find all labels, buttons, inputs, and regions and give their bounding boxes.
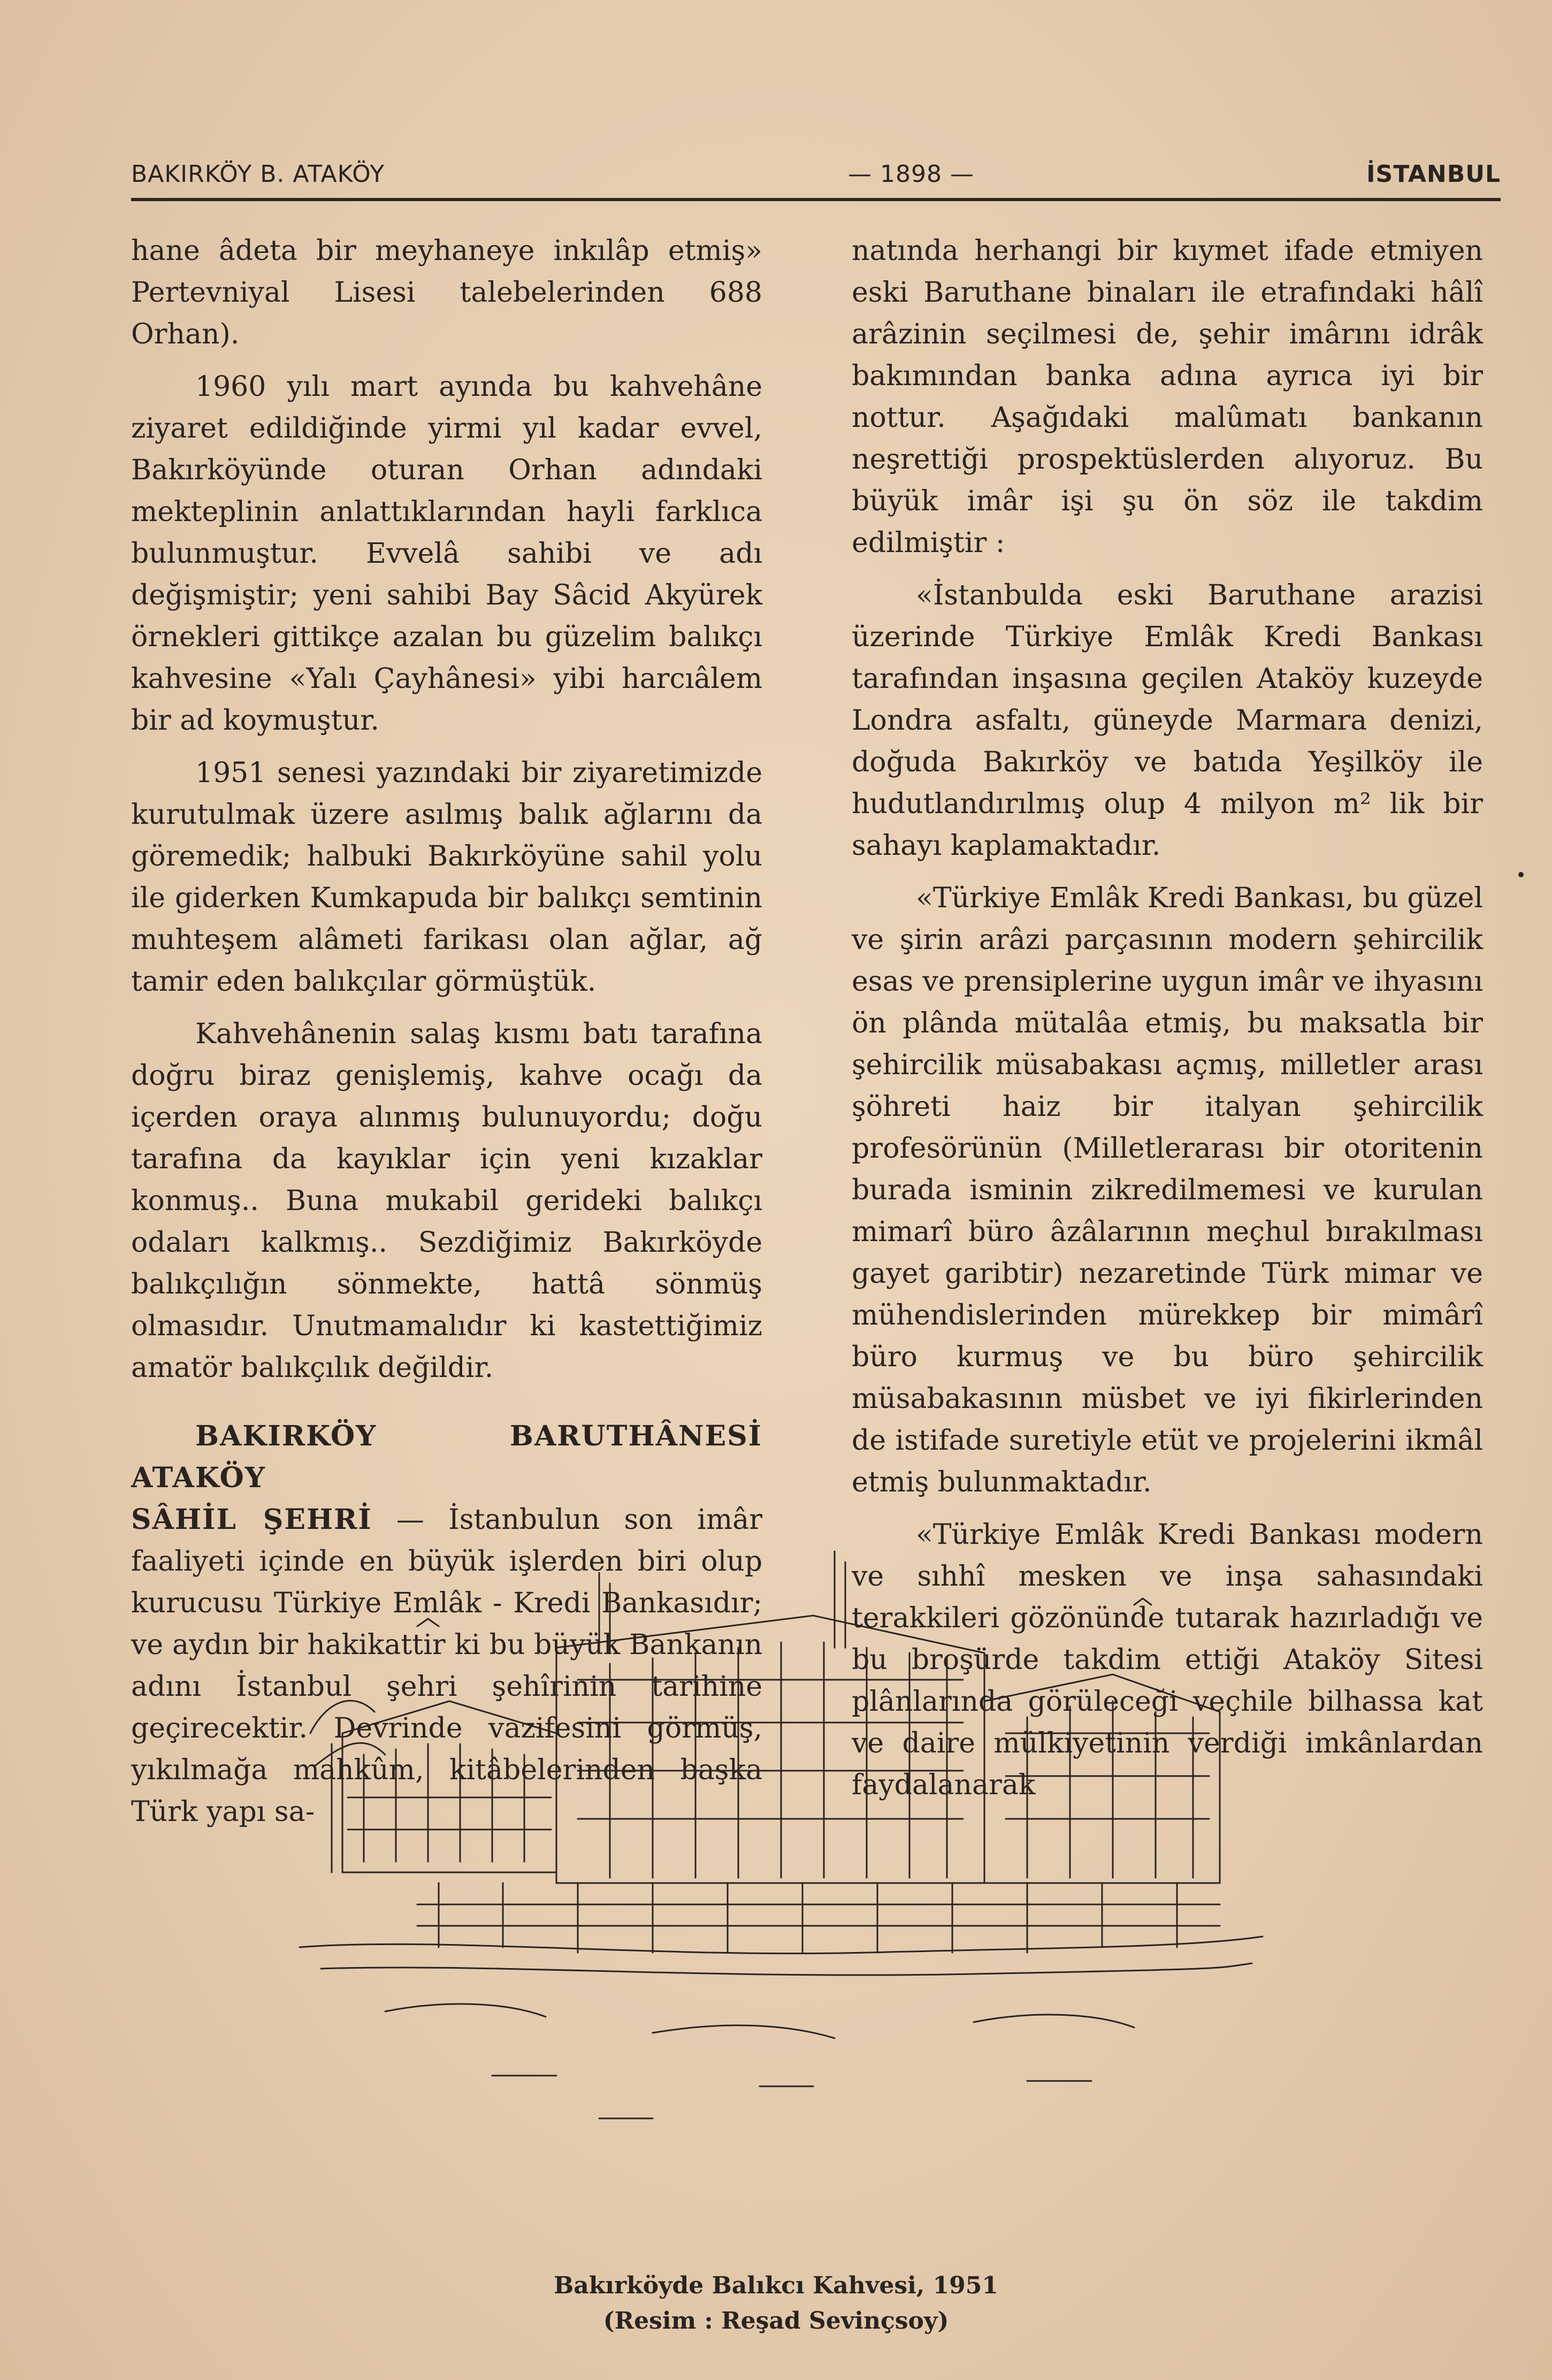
paragraph: «Türkiye Emlâk Kredi Bankası modern ve sıhhî mesken ve inşa sahasındaki terakkileri gözönünde tutarak hazırladığı ve bu broşürde takdim ettiği Ataköy Sitesi plânlarında görüleceği veçhile bilhassa kat ve daire mülkiyetinin verdiği imkânlardan faydalanarak (852, 1519, 1483, 1801)
caption-title: Bakırköyde Balıkcı Kahvesi, 1951 (554, 2272, 998, 2299)
paragraph: «Türkiye Emlâk Kredi Bankası, bu güzel ve şirin arâzi parçasının modern şehircilik esas ve prensiplerine uygun imâr ve ihyasını ön plânda mütalâa etmiş, bu maksatla bir şehircilik müsabakası açmış, milletler arası şöhreti haiz bir italyan şehircilik profesörünün (Milletlerarası bir otoritenin burada isminin zikredilmemesi ve kurulan mimarî büro âzâlarının meçhul bırakılması gayet garibtir) nezaretinde Türk mimar ve mühendislerinden mürekkep bir mimârî büro kurmuş ve bu büro şehircilik müsabakasının müsbet ve iyi fikirlerinden de istifade suretiyle etüt ve projelerini ikmâl etmiş bulunmaktadır. (852, 882, 1484, 1498)
page-number: — 1898 — (848, 160, 974, 188)
header-rule (131, 198, 1501, 201)
header-location: BAKIRKÖY B. ATAKÖY (131, 160, 385, 188)
paragraph: «İstanbulda eski Baruthane arazisi üzerinde Türkiye Emlâk Kredi Bankası tarafından inşasına geçilen Ataköy kuzeyde Londra asfaltı, güneyde Marmara denizi, doğuda Bakırköy ve batıda Yeşilköy ile hudutlandırılmış olup 4 milyon m² lik bir sahayı kaplamaktadır. (852, 579, 1483, 862)
paragraph: 1960 yılı mart ayında bu kahvehâne ziyaret edildiğinde yirmi yıl kadar evvel, Bakırköyünde oturan Orhan adındaki mekteplinin anlattıklarından hayli farklıca bulunmuştur. Evvelâ sahibi ve adı değişmiştir; yeni sahibi Bay Sâcid Akyürek örnekleri gittikçe azalan bu güzelim balıkçı kahvesine «Yalı Çayhânesi» yibi harcıâlem bir ad koymuştur. (131, 371, 762, 737)
section-heading-line1: BAKIRKÖY BARUTHÂNESİ ATAKÖY (131, 1420, 762, 1494)
figure-caption (0, 2268, 1552, 2339)
header-city: İSTANBUL (1366, 160, 1501, 188)
paragraph: natında herhangi bir kıymet ifade etmiyen eski Baruthane binaları ile etrafındaki hâlî arâzinin seçilmesi de, şehir imârını idrâk bakımından banka adına ayrıca iyi bir nottur. Aşağıdaki malûmatı bankanın neşrettiği prospektüslerden alıyoruz. Bu büyük imâr işi şu ön söz ile takdim edilmiştir : (852, 235, 1483, 559)
caption-credit: (Resim : Reşad Sevinçsoy) (603, 2307, 949, 2335)
margin-dot (1518, 872, 1524, 877)
ink-sketch-illustration (278, 1541, 1284, 2151)
section-text: — İstanbulun son imâr faaliyeti içinde en büyük işlerden biri olup kurucusu Türkiye Emlâk - Kredi Bankasıdır; ve aydın bir hakikattir ki bu büyük Bankanın adını İstanbul şehri şehîrinin tarihine geçirecektir. Devrinde vazifesini görmüş, yıkılmağa mahkûm, kitâbelerinden başka Türk yapı sa- (131, 1504, 763, 1828)
section-heading-line2: SÂHİL ŞEHRİ (131, 1503, 372, 1536)
paragraph: 1951 senesi yazındaki bir ziyaretimizde kurutulmak üzere asılmış balık ağlarını da göremedik; halbuki Bakırköyüne sahil yolu ile giderken Kumkapuda bir balıkçı semtinin muhteşem alâmeti farikası olan ağlar, ağ tamir eden balıkçılar görmüştük. (131, 757, 762, 998)
paragraph: Kahvehânenin salaş kısmı batı tarafına doğru biraz genişlemiş, kahve ocağı da içerden oraya alınmış bulunuyordu; doğu tarafına da kayıklar için yeni kızaklar konmuş.. Buna mukabil gerideki balıkçı odaları kalkmış.. Sezdiğimiz Bakırköyde balıkçılığın sönmekte, hattâ sönmüş olmasıdır. Unutmamalıdır ki kastettiğimiz amatör balıkçılık değildir. (131, 1018, 762, 1384)
running-header (131, 155, 1501, 193)
paragraph: hane âdeta bir meyhaneye inkılâp etmiş» Pertevniyal Lisesi talebelerinden 688 Orhan). (131, 235, 762, 350)
